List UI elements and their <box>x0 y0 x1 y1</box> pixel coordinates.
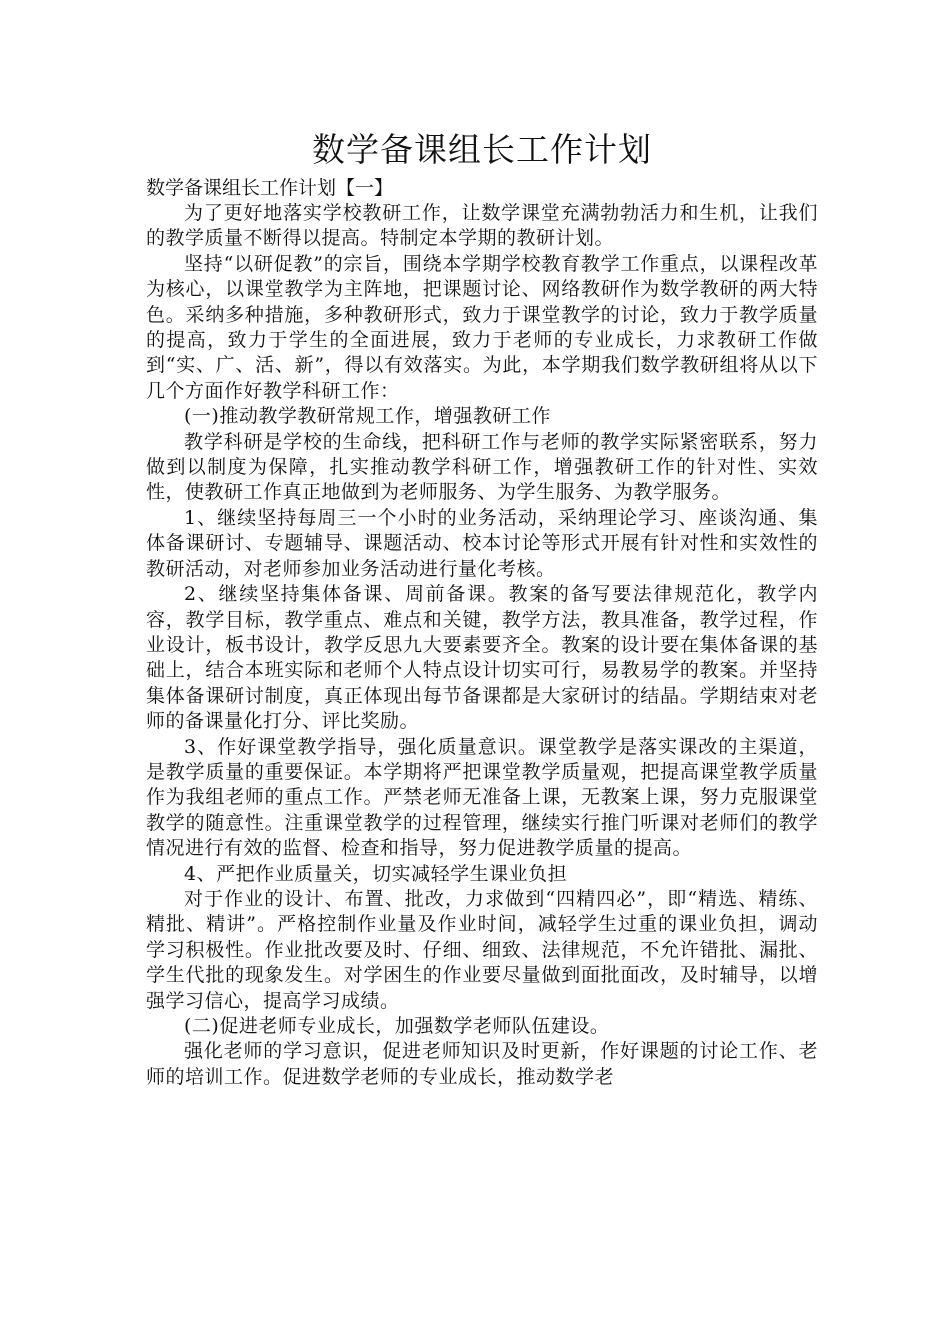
paragraph-principle: 坚持“以研促教”的宗旨，围绕本学期学校教育教学工作重点，以课程改革为核心，以课堂教学为主阵地，把课题讨论、网络教研作为数学教研的两大特色。采纳多种措施，多种教研形式，致力于课堂教学的讨论，致力于教学质量的提高，致力于学生的全面进展，致力于老师的专业成长，力求教研工作做到“实、广、活、新”，得以有效落实。为此，本学期我们数学教研组将从以下几个方面作好教学科研工作： <box>146 252 818 402</box>
document-page <box>146 128 818 1090</box>
paragraph-homework: 对于作业的设计、布置、批改，力求做到“四精四必”，即“精选、精练、精批、精讲”。严格控制作业量及作业时间，减轻学生过重的课业负担，调动学习积极性。作业批改要及时、仔细、细致、法律规范，不允许错批、漏批、学生代批的现象发生。对学困生的作业要尽量做到面批面改，及时辅导，以增强学习信心，提高学习成绩。 <box>146 887 818 1012</box>
paragraph-item-1: 1、继续坚持每周三一个小时的业务活动，采纳理论学习、座谈沟通、集体备课研讨、专题辅导、课题活动、校本讨论等形式开展有针对性和实效性的教研活动，对老师参加业务活动进行量化考核。 <box>146 506 818 580</box>
subheading-part-2: (二)促进老师专业成长，加强数学老师队伍建设。 <box>184 1015 610 1037</box>
section-heading: 数学备课组长工作计划【一】 <box>146 177 394 199</box>
paragraph-teacher-growth: 强化老师的学习意识，促进老师知识及时更新，作好课题的讨论工作、老师的培训工作。促进数学老师的专业成长，推动数学老 <box>146 1040 818 1088</box>
subheading-part-1: (一)推动教学教研常规工作，增强教研工作 <box>184 405 551 428</box>
paragraph-item-3: 3、作好课堂教学指导，强化质量意识。课堂教学是落实课改的主渠道，是教学质量的重要保证。本学期将严把课堂教学质量观，把提高课堂教学质量作为我组老师的重点工作。严禁老师无准备上课，无教案上课，努力克服课堂教学的随意性。注重课堂教学的过程管理，继续实行推门听课对老师们的教学情况进行有效的监督、检查和指导，努力促进教学质量的提高。 <box>146 735 818 860</box>
paragraph-item-4: 4、严把作业质量关，切实减轻学生课业负担 <box>184 862 568 885</box>
paragraph-intro: 为了更好地落实学校教研工作，让数学课堂充满勃勃活力和生机，让我们的教学质量不断得以提高。特制定本学期的教研计划。 <box>146 202 818 250</box>
paragraph-item-2: 2、继续坚持集体备课、周前备课。教案的备写要法律规范化，教学内容，教学目标，教学重点、难点和关键，教学方法，教具准备，教学过程，作业设计，板书设计，教学反思九大要素要齐全。教案的设计要在集体备课的基础上，结合本班实际和老师个人特点设计切实可行，易教易学的教案。并坚持集体备课研讨制度，真正体现出每节备课都是大家研讨的结晶。学期结束对老师的备课量化打分、评比奖励。 <box>146 583 818 733</box>
document-title: 数学备课组长工作计划 <box>312 130 652 169</box>
paragraph-research: 教学科研是学校的生命线，把科研工作与老师的教学实际紧密联系，努力做到以制度为保障，扎实推动教学科研工作，增强教研工作的针对性、实效性，使教研工作真正地做到为老师服务、为学生服务、为教学服务。 <box>146 430 818 504</box>
